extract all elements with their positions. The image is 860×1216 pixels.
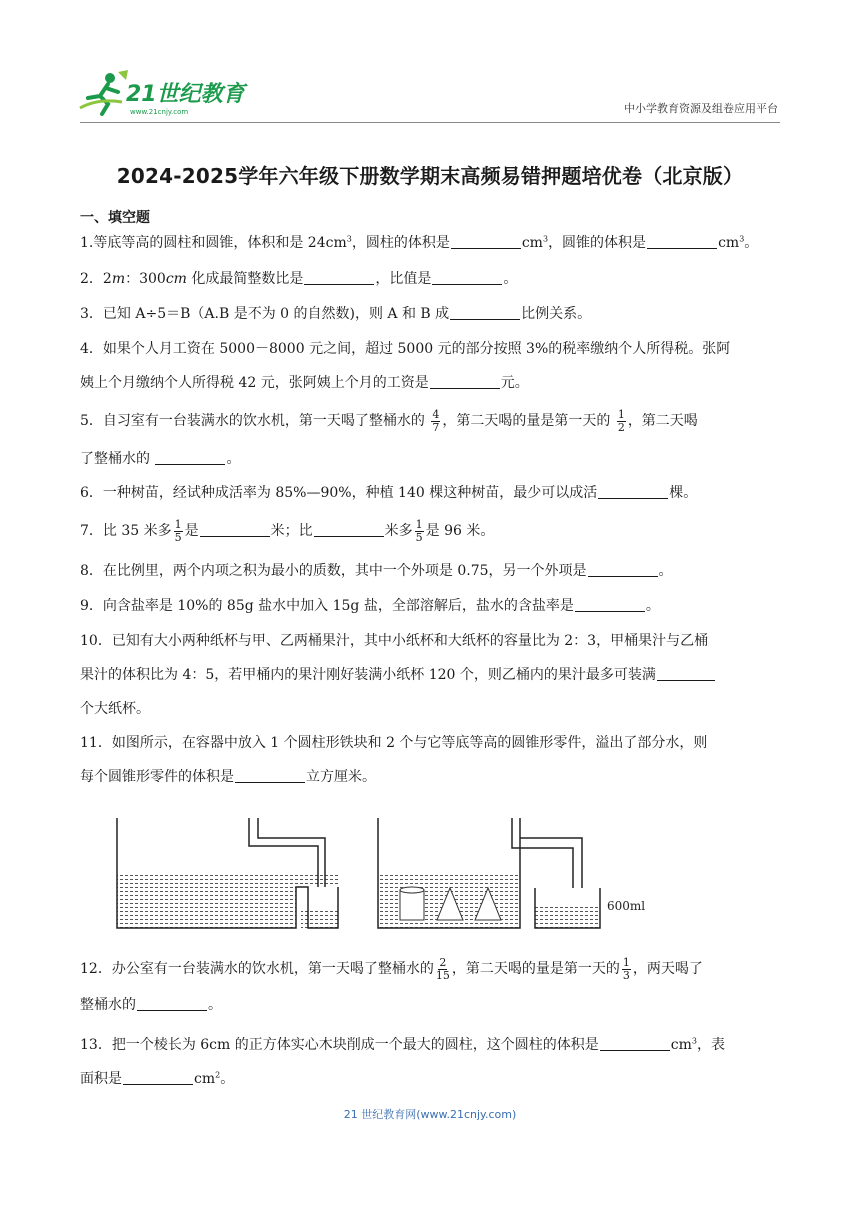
- question-10: 10．已知有大小两种纸杯与甲、乙两桶果汁，其中小纸杯和大纸杯的容量比为 2：3，甲桶果汁与乙桶 果汁的体积比为 4：5，若甲桶内的果汁刚好装满小纸杯 120 个，则乙桶内的果汁最多可装满 个大纸杯。: [80, 624, 780, 726]
- answer-blank[interactable]: [314, 520, 384, 537]
- answer-blank[interactable]: [451, 232, 521, 249]
- fraction: $\frac{1}{2}$: [617, 407, 625, 434]
- fraction: $\frac{1}{5}$: [415, 517, 423, 544]
- fraction: $\frac{4}{7}$: [432, 407, 440, 434]
- answer-blank[interactable]: [657, 664, 715, 681]
- fraction: $\frac{2}{15}$: [435, 955, 450, 982]
- platform-text: 中小学教育资源及组卷应用平台: [624, 102, 778, 115]
- cylinder-icon: [400, 887, 424, 920]
- header-divider: [80, 122, 780, 123]
- question-4: 4．如果个人月工资在 5000－8000 元之间，超过 5000 元的部分按照 3%的税率缴纳个人所得税。张阿 姨上个月缴纳个人所得税 42 元，张阿姨上个月的工资是 元。: [80, 341, 731, 391]
- logo-text: 21世纪教育: [126, 82, 245, 107]
- answer-blank[interactable]: [598, 482, 668, 499]
- page-title: 2024-2025学年六年级下册数学期末高频易错押题培优卷（北京版）: [116, 164, 744, 188]
- question-12: 12．办公室有一台装满水的饮水机，第一天喝了整桶水的 $\frac{2}{15}$ ，第二天喝的量是第一天的 $\frac{1}{3}$ ，两天喝了 整桶水的 。: [80, 955, 703, 1013]
- answer-blank[interactable]: [155, 448, 225, 465]
- question-9: 9．向含盐率是 10%的 85g 盐水中加入 15g 盐，全部溶解后，盐水的含盐率是 。: [80, 589, 780, 623]
- answer-blank[interactable]: [304, 268, 374, 285]
- question-2: 2．2m：300cm 化成最简整数比是 ，比值是 。: [80, 262, 780, 296]
- answer-blank[interactable]: [430, 372, 500, 389]
- fraction: $\frac{1}{5}$: [174, 517, 182, 544]
- answer-blank[interactable]: [575, 595, 645, 612]
- answer-blank[interactable]: [432, 268, 502, 285]
- site-logo: [78, 68, 248, 118]
- container-before: [117, 818, 338, 928]
- answer-blank[interactable]: [200, 520, 270, 537]
- fraction: $\frac{1}{3}$: [622, 955, 630, 982]
- answer-blank[interactable]: [588, 560, 658, 577]
- question-3: 3．已知 A÷5＝B（A.B 是不为 0 的自然数)，则 A 和 B 成 比例关系。: [80, 297, 780, 331]
- logo-url: www.21cnjy.com: [130, 108, 189, 116]
- answer-blank[interactable]: [123, 1068, 193, 1085]
- question-11: 11．如图所示，在容器中放入 1 个圆柱形铁块和 2 个与它等底等高的圆锥形零件，溢出了部分水，则 每个圆锥形零件的体积是 立方厘米。: [80, 735, 708, 785]
- question-1: 1.等底等高的圆柱和圆锥，体积和是 $24cm^3$，圆柱的体积是 $cm^3$，圆锥的体积是 $cm^3$。: [80, 226, 780, 260]
- overflow-label: 600ml: [607, 899, 646, 913]
- answer-blank[interactable]: [647, 232, 717, 249]
- container-figure: [110, 810, 670, 935]
- question-6: 6．一种树苗，经试种成活率为 85%—90%，种植 140 棵这种树苗，最少可以成活 棵。: [80, 476, 780, 510]
- container-after: [378, 818, 645, 928]
- answer-blank[interactable]: [137, 994, 207, 1011]
- answer-blank[interactable]: [235, 766, 305, 783]
- question-8: 8．在比例里，两个内项之积为最小的质数，其中一个外项是 0.75，另一个外项是 。: [80, 554, 780, 588]
- question-7: 7．比 35 米多 $\frac{1}{5}$ 是 米；比 米多 $\frac{1}{5}$ 是 96 米。: [80, 517, 495, 544]
- question-13: 13．把一个棱长为 6cm 的正方体实心木块削成一个最大的圆柱，这个圆柱的体积是 $cm^3$，表 面积是 $cm^2$。: [80, 1028, 780, 1096]
- runner-icon: [80, 70, 128, 114]
- answer-blank[interactable]: [450, 303, 520, 320]
- section-heading: 一、填空题: [80, 210, 150, 226]
- answer-blank[interactable]: [600, 1034, 670, 1051]
- question-5: 5．自习室有一台装满水的饮水机，第一天喝了整桶水的 $\frac{4}{7}$ ，第二天喝的量是第一天的 $\frac{1}{2}$ ，第二天喝 了整桶水的 。: [80, 407, 698, 467]
- footer-link[interactable]: 21 世纪教育网(www.21cnjy.com): [343, 1108, 517, 1121]
